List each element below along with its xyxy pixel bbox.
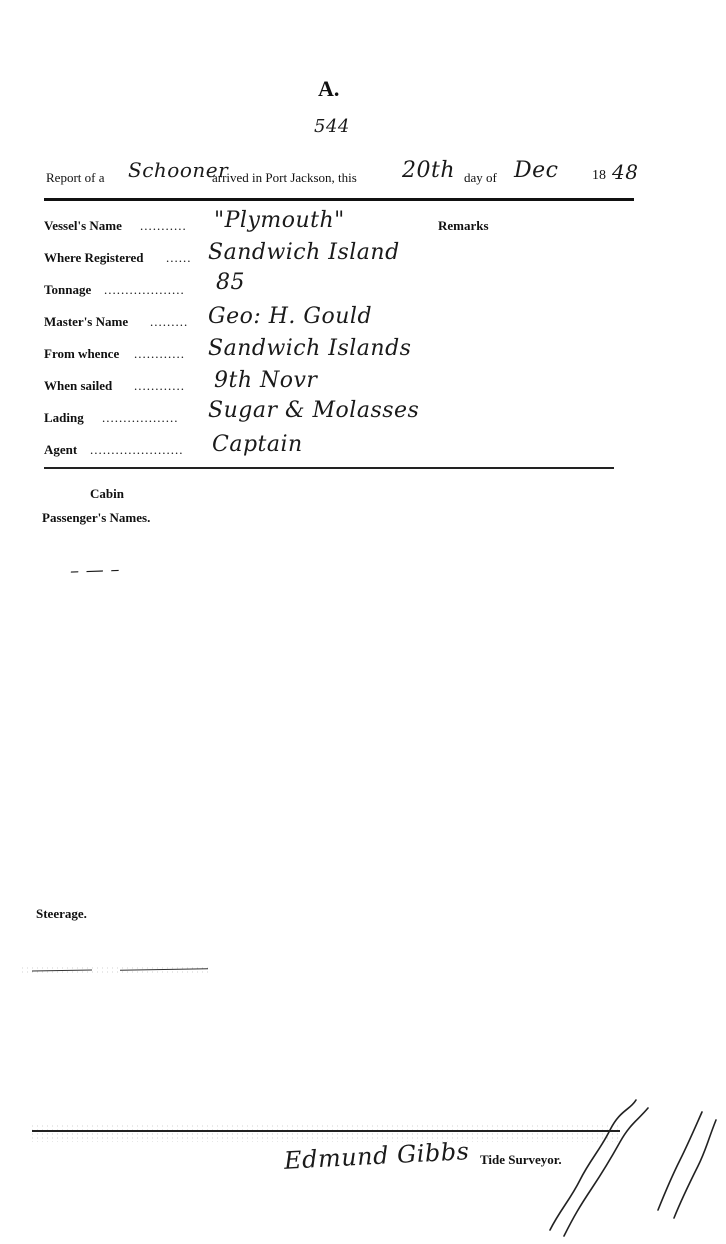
steerage-label: Steerage. bbox=[36, 906, 87, 921]
field-value: Captain bbox=[212, 432, 303, 457]
field-dots: ................... bbox=[104, 282, 185, 297]
marginal-scribble bbox=[540, 1090, 720, 1240]
scribble-stroke bbox=[674, 1120, 716, 1218]
vessel-type: Schooner bbox=[128, 158, 229, 182]
field-dots: ........... bbox=[140, 218, 187, 233]
field-value: 9th Novr bbox=[214, 368, 318, 393]
passengers-names-label: Passenger's Names. bbox=[42, 510, 151, 525]
report-day: 20th bbox=[402, 158, 456, 183]
field-masters-name bbox=[44, 304, 444, 338]
report-year-prefix: 18 bbox=[592, 168, 606, 183]
surveyor-signature: Edmund Gibbs bbox=[283, 1137, 471, 1175]
scribble-stroke bbox=[550, 1100, 636, 1230]
field-from-whence bbox=[44, 336, 444, 370]
field-value: "Plymouth" bbox=[214, 208, 345, 233]
report-middle: arrived in Port Jackson, this bbox=[212, 170, 357, 185]
field-dots: .................. bbox=[102, 410, 179, 425]
footer-speckle bbox=[30, 1124, 620, 1142]
field-label: Master's Name bbox=[44, 314, 129, 329]
field-label: Vessel's Name bbox=[44, 218, 122, 233]
field-dots: ............ bbox=[134, 378, 185, 393]
field-dots: ............ bbox=[134, 346, 185, 361]
field-label: Agent bbox=[44, 442, 78, 457]
report-prefix: Report of a bbox=[46, 170, 105, 185]
field-label: From whence bbox=[44, 346, 120, 361]
field-label: Tonnage bbox=[44, 282, 92, 297]
field-tonnage bbox=[44, 270, 444, 306]
field-label: When sailed bbox=[44, 378, 113, 393]
field-value: Geo: H. Gould bbox=[208, 304, 373, 329]
cabin-none-mark: – — – bbox=[69, 559, 121, 582]
field-dots: ......... bbox=[150, 314, 189, 329]
footer-rule bbox=[32, 1130, 620, 1132]
surveyor-title: Tide Surveyor. bbox=[480, 1152, 562, 1167]
document-number: 544 bbox=[314, 116, 350, 137]
form-letter: A. bbox=[318, 76, 340, 101]
field-agent bbox=[44, 432, 444, 466]
scribble-stroke bbox=[658, 1112, 702, 1210]
report-year-suffix: 48 bbox=[612, 160, 639, 184]
field-value: Sandwich Islands bbox=[208, 336, 412, 361]
report-month: Dec bbox=[514, 158, 559, 183]
header-rule bbox=[44, 198, 634, 201]
field-dots: ...... bbox=[166, 250, 192, 265]
remarks-label: Remarks bbox=[438, 218, 489, 233]
fields-rule bbox=[44, 467, 614, 469]
field-dots: ...................... bbox=[90, 442, 184, 457]
field-lading bbox=[44, 398, 464, 434]
report-day-of: day of bbox=[464, 170, 497, 185]
field-value: Sandwich Island bbox=[208, 240, 400, 265]
field-vessel-name bbox=[44, 208, 444, 242]
field-value: Sugar & Molasses bbox=[208, 398, 420, 423]
field-label: Lading bbox=[44, 410, 84, 425]
scribble-stroke bbox=[564, 1108, 648, 1236]
cabin-label: Cabin bbox=[90, 486, 124, 501]
field-value: 85 bbox=[216, 270, 245, 295]
report-line bbox=[46, 160, 646, 194]
field-label: Where Registered bbox=[44, 250, 144, 265]
